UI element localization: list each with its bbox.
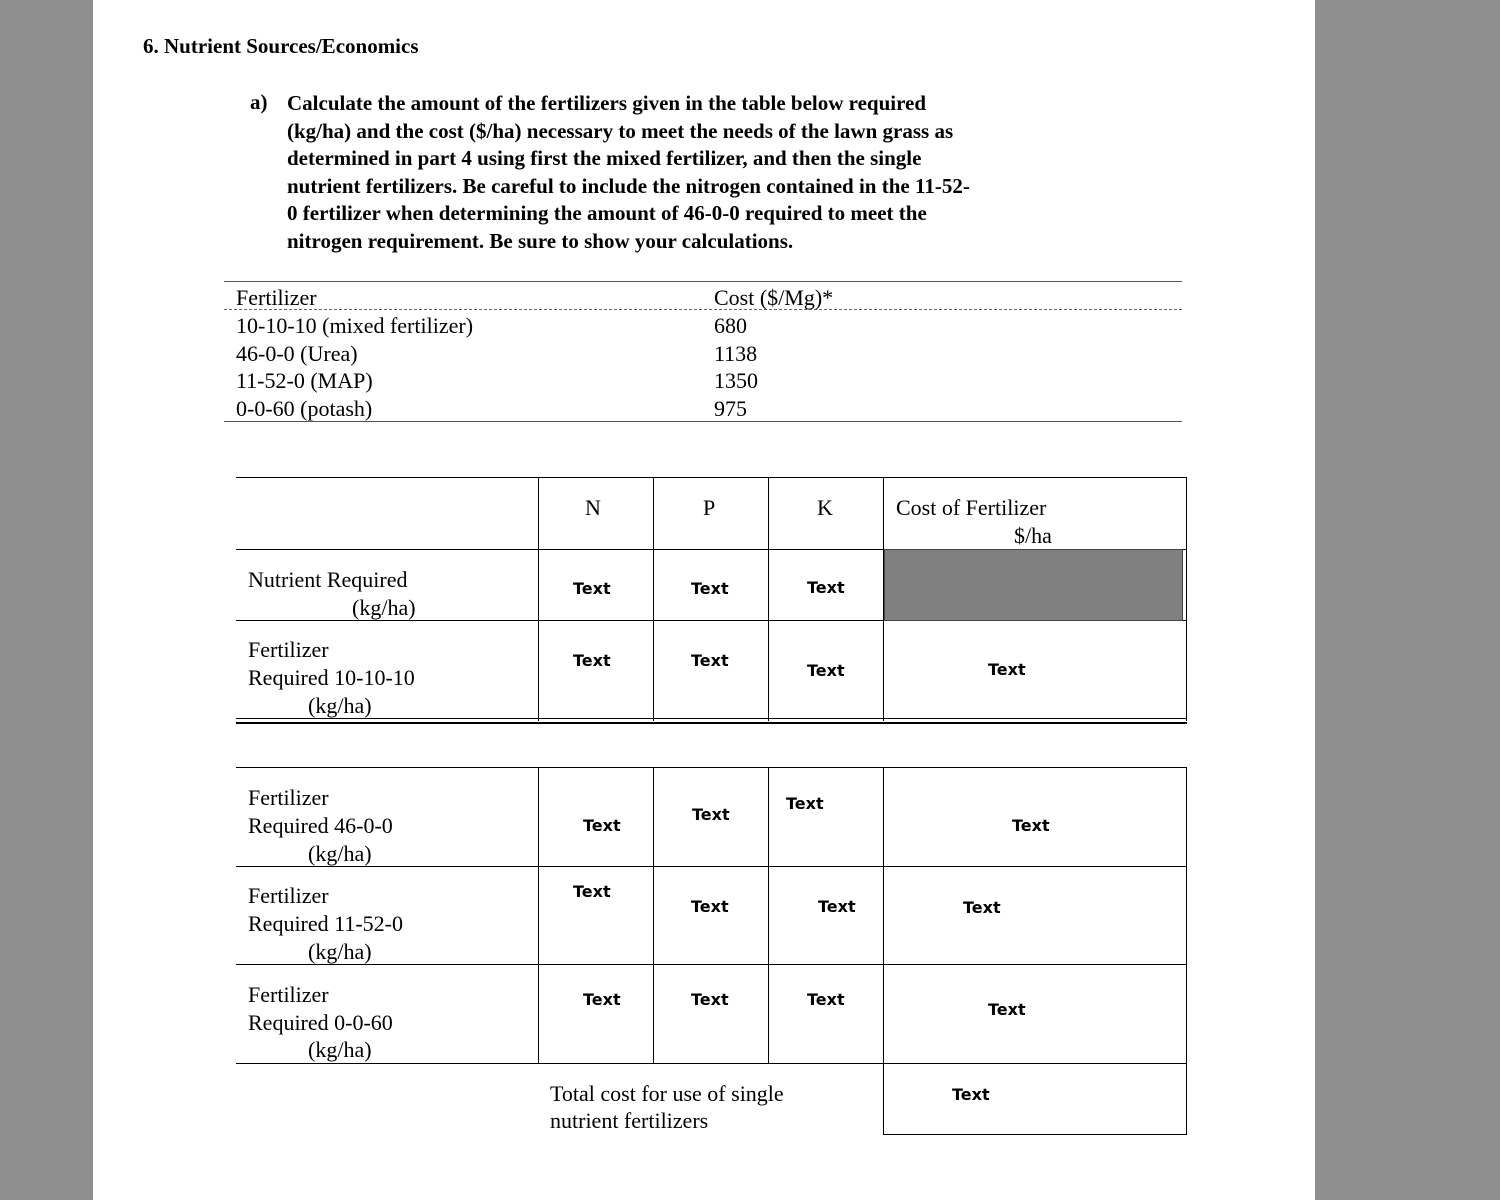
answer-field[interactable]: Text <box>807 990 845 1009</box>
row-label-unit: (kg/ha) <box>308 939 372 964</box>
grid-line <box>768 767 769 1063</box>
question-line: Calculate the amount of the fertilizers given in the table below required <box>287 91 927 115</box>
grid-line <box>653 477 654 721</box>
row-label-unit: (kg/ha) <box>308 693 372 718</box>
question-line: nitrogen requirement. Be sure to show your calculations. <box>287 228 794 253</box>
grid-line <box>538 767 539 1063</box>
row-label-mixed-name: Required 10-10-10 <box>248 665 415 690</box>
grid-line <box>1186 767 1187 1135</box>
col-header-n: N <box>585 495 601 520</box>
grid-line <box>768 477 769 721</box>
row-label-mixed: Fertilizer <box>248 637 329 662</box>
grid-line <box>236 866 1187 867</box>
answer-field[interactable]: Text <box>573 651 611 670</box>
row-label-unit: (kg/ha) <box>308 841 372 866</box>
cost-table-header-fertilizer: Fertilizer <box>236 285 317 310</box>
answer-field[interactable]: Text <box>583 816 621 835</box>
cost-table-cost: 975 <box>714 396 747 421</box>
grid-line <box>653 767 654 1063</box>
cost-table-fertilizer: 46-0-0 (Urea) <box>236 341 358 366</box>
grid-line <box>883 1134 1187 1135</box>
question-line: 0 fertilizer when determining the amount of 46-0-0 required to meet the <box>287 201 927 225</box>
answer-field[interactable]: Text <box>818 897 856 916</box>
grid-line <box>236 718 1187 719</box>
row-label-urea: Fertilizer <box>248 785 329 810</box>
cost-table-cost: 1138 <box>714 341 758 366</box>
answer-field[interactable]: Text <box>988 1000 1026 1019</box>
cost-table-fertilizer: 10-10-10 (mixed fertilizer) <box>236 313 474 338</box>
grid-line <box>236 1063 1187 1064</box>
shaded-cell <box>884 549 1183 621</box>
answer-field[interactable]: Text <box>691 897 729 916</box>
answer-field[interactable]: Text <box>583 990 621 1009</box>
cost-table-header-cost: Cost ($/Mg)* <box>714 285 834 310</box>
question-text <box>287 90 1087 255</box>
grid-line <box>236 477 1187 478</box>
grid-line <box>236 767 1187 768</box>
cost-table-fertilizer: 0-0-60 (potash) <box>236 396 373 421</box>
answer-field[interactable]: Text <box>691 579 729 598</box>
answer-field[interactable]: Text <box>691 990 729 1009</box>
grid-line <box>236 964 1187 965</box>
answer-field[interactable]: Text <box>963 898 1001 917</box>
grid-line <box>883 767 884 1135</box>
cost-table-cost: 680 <box>714 313 747 338</box>
total-cost-label-2: nutrient fertilizers <box>550 1108 709 1133</box>
question-line: determined in part 4 using first the mixed fertilizer, and then the single <box>287 146 922 170</box>
col-header-p: P <box>703 495 716 520</box>
row-label-map-name: Required 11-52-0 <box>248 911 403 936</box>
question-line: nutrient fertilizers. Be careful to include the nitrogen contained in the 11-52- <box>287 173 970 198</box>
col-header-cost: Cost of Fertilizer <box>896 495 1047 520</box>
row-label-map: Fertilizer <box>248 883 329 908</box>
col-header-k: K <box>817 495 833 520</box>
total-cost-label: Total cost for use of single <box>550 1081 784 1106</box>
question-label: a) <box>250 90 268 114</box>
question-line: (kg/ha) and the cost ($/ha) necessary to meet the needs of the lawn grass as <box>287 118 954 143</box>
row-label-potash-name: Required 0-0-60 <box>248 1010 393 1035</box>
grid-line <box>1186 477 1187 721</box>
row-label-potash: Fertilizer <box>248 982 329 1007</box>
cost-table-fertilizer: 11-52-0 (MAP) <box>236 368 373 393</box>
row-label-nutrient: Nutrient Required <box>248 567 408 592</box>
row-label-unit: (kg/ha) <box>352 595 416 620</box>
answer-field[interactable]: Text <box>692 805 730 824</box>
answer-field[interactable]: Text <box>807 578 845 597</box>
answer-field[interactable]: Text <box>988 660 1026 679</box>
table-rule-top <box>224 281 1182 282</box>
grid-line <box>236 722 1187 724</box>
row-label-unit: (kg/ha) <box>308 1037 372 1062</box>
answer-field[interactable]: Text <box>1012 816 1050 835</box>
answer-field[interactable]: Text <box>573 882 611 901</box>
answer-field[interactable]: Text <box>807 661 845 680</box>
col-header-cost-unit: $/ha <box>1014 523 1052 548</box>
answer-field[interactable]: Text <box>691 651 729 670</box>
answer-field[interactable]: Text <box>952 1085 990 1104</box>
grid-line <box>538 477 539 721</box>
section-heading: 6. Nutrient Sources/Economics <box>143 34 419 58</box>
answer-field[interactable]: Text <box>573 579 611 598</box>
answer-field[interactable]: Text <box>786 794 824 813</box>
cost-table-cost: 1350 <box>714 368 758 393</box>
row-label-urea-name: Required 46-0-0 <box>248 813 393 838</box>
table-rule-header <box>224 309 1182 310</box>
